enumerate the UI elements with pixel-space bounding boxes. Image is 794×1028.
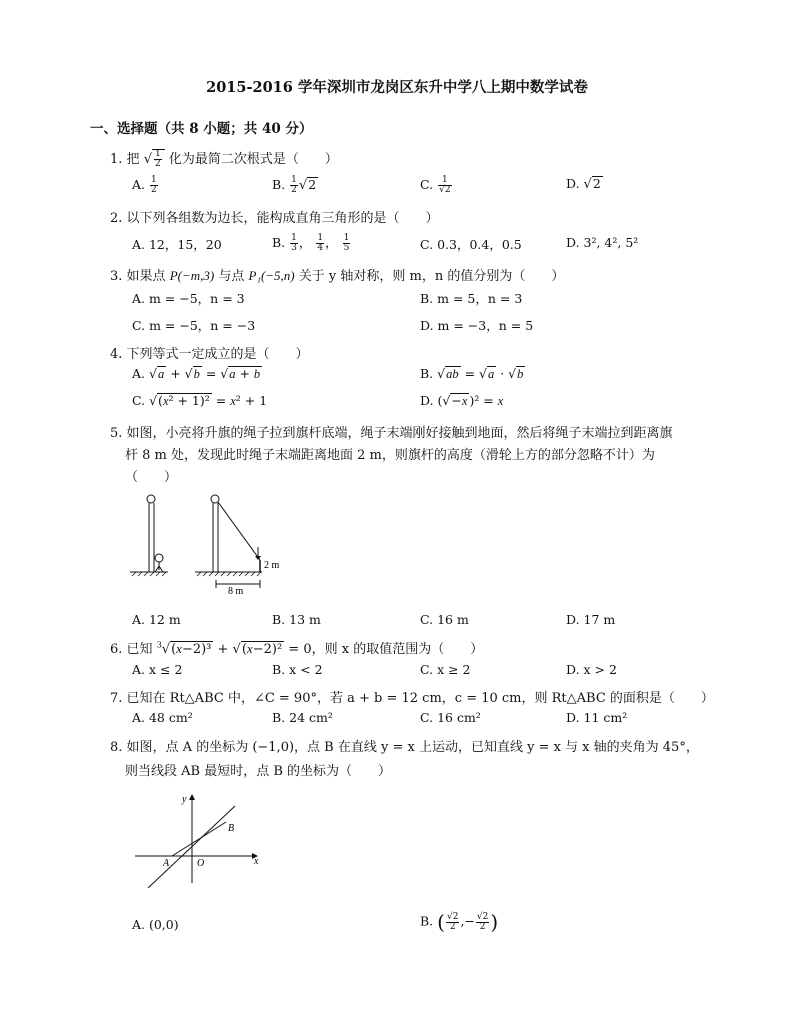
- q3-option-b[interactable]: B. m = 5，n = 3: [420, 291, 523, 306]
- q1-option-d[interactable]: D. √2: [566, 176, 601, 192]
- q1-option-c[interactable]: C. $\frac{1}{√2}$: [420, 175, 451, 195]
- question-8-line-2: 则当线段 AB 最短时，点 B 的坐标为（ ）: [125, 764, 392, 779]
- x-axis-label: x: [254, 856, 259, 867]
- q5-option-a[interactable]: A. 12 m: [132, 612, 181, 627]
- coordinate-figure: [130, 788, 270, 888]
- page-title: 2015-2016 学年深圳市龙岗区东升中学八上期中数学试卷: [206, 79, 588, 96]
- q6-option-b[interactable]: B. x < 2: [272, 662, 323, 677]
- point-a-label: A: [163, 858, 170, 869]
- q6-option-d[interactable]: D. x > 2: [566, 662, 617, 677]
- question-3: 3. 如果点 P(−m,3) 与点 P₁(−5,n) 关于 y 轴对称，则 m，n 的值分别为（ ）: [110, 268, 565, 284]
- q2-option-b[interactable]: B. $\frac{1}{3}$ ， $\frac{1}{4}$ ， $\frac{1}{5}$: [272, 233, 350, 253]
- q4-option-d[interactable]: D. (√−x )² = x: [420, 393, 504, 408]
- question-7: 7. 已知在 Rt△ABC 中，∠C = 90°，若 a + b = 12 cm，c = 10 cm，则 Rt△ABC 的面积是（ ）: [110, 691, 714, 706]
- q1-option-b[interactable]: B. $\frac{1}{2}$ √2: [272, 175, 317, 195]
- point-b-label: B: [228, 823, 235, 834]
- q1-option-a[interactable]: A. $\frac{1}{2}$: [132, 175, 157, 195]
- q4-option-c[interactable]: C. √(x² + 1)² = x² + 1: [132, 393, 268, 408]
- question-1: 1. 把 √ $\frac{1}{2}$ 化为最简二次根式是（ ）: [110, 149, 338, 169]
- q6-option-c[interactable]: C. x ≥ 2: [420, 662, 471, 677]
- q5-option-c[interactable]: C. 16 m: [420, 612, 469, 627]
- q7-option-c[interactable]: C. 16 cm²: [420, 710, 481, 725]
- q4-option-a[interactable]: A. √a + √b = √a + b: [132, 366, 261, 381]
- question-2: 2. 以下列各组数为边长，能构成直角三角形的是（ ）: [110, 211, 439, 226]
- q7-option-d[interactable]: D. 11 cm²: [566, 710, 628, 725]
- q7-option-a[interactable]: A. 48 cm²: [132, 710, 193, 725]
- question-4: 4. 下列等式一定成立的是（ ）: [110, 347, 309, 362]
- q5-option-d[interactable]: D. 17 m: [566, 612, 616, 627]
- label-2m: 2 m: [264, 560, 280, 571]
- origin-label: O: [197, 858, 205, 869]
- label-8m: 8 m: [228, 586, 244, 597]
- q7-option-b[interactable]: B. 24 cm²: [272, 710, 333, 725]
- q2-option-a[interactable]: A. 12，15，20: [132, 237, 222, 252]
- q2-option-c[interactable]: C. 0.3，0.4，0.5: [420, 237, 522, 252]
- q5-option-b[interactable]: B. 13 m: [272, 612, 321, 627]
- q8-option-b[interactable]: B. ( $\frac{√2}{2}$ ,− $\frac{√2}{2}$ ): [420, 910, 499, 934]
- q3-option-a[interactable]: A. m = −5，n = 3: [132, 291, 245, 306]
- y-axis-label: y: [182, 794, 187, 805]
- q2-option-d[interactable]: D. 3², 4², 5²: [566, 235, 639, 250]
- q3-option-d[interactable]: D. m = −3，n = 5: [420, 318, 534, 333]
- question-5-line-2: 杆 8 m 处，发现此时绳子末端距离地面 2 m，则旗杆的高度（滑轮上方的部分忽略不计）为: [125, 448, 655, 463]
- question-8-line-1: 8. 如图，点 A 的坐标为 (−1,0)，点 B 在直线 y = x 上运动，已知直线 y = x 与 x 轴的夹角为 45°，: [110, 740, 699, 755]
- flagpole-figure: [120, 490, 290, 600]
- q8-option-a[interactable]: A. (0,0): [132, 917, 179, 932]
- section-heading: 一、选择题（共 8 小题；共 40 分）: [90, 121, 313, 137]
- q6-option-a[interactable]: A. x ≤ 2: [132, 662, 183, 677]
- q3-option-c[interactable]: C. m = −5，n = −3: [132, 318, 256, 333]
- question-5-line-1: 5. 如图，小亮将升旗的绳子拉到旗杆底端，绳子末端刚好接触到地面，然后将绳子末端拉到距离旗: [110, 426, 673, 441]
- q4-option-b[interactable]: B. √ab = √a · √b: [420, 366, 524, 381]
- question-5-line-3: （ ）: [125, 470, 178, 485]
- question-6: 6. 已知 $^3$√(x−2)³ + √(x−2)² = 0，则 x 的取值范围为（ ）: [110, 640, 484, 657]
